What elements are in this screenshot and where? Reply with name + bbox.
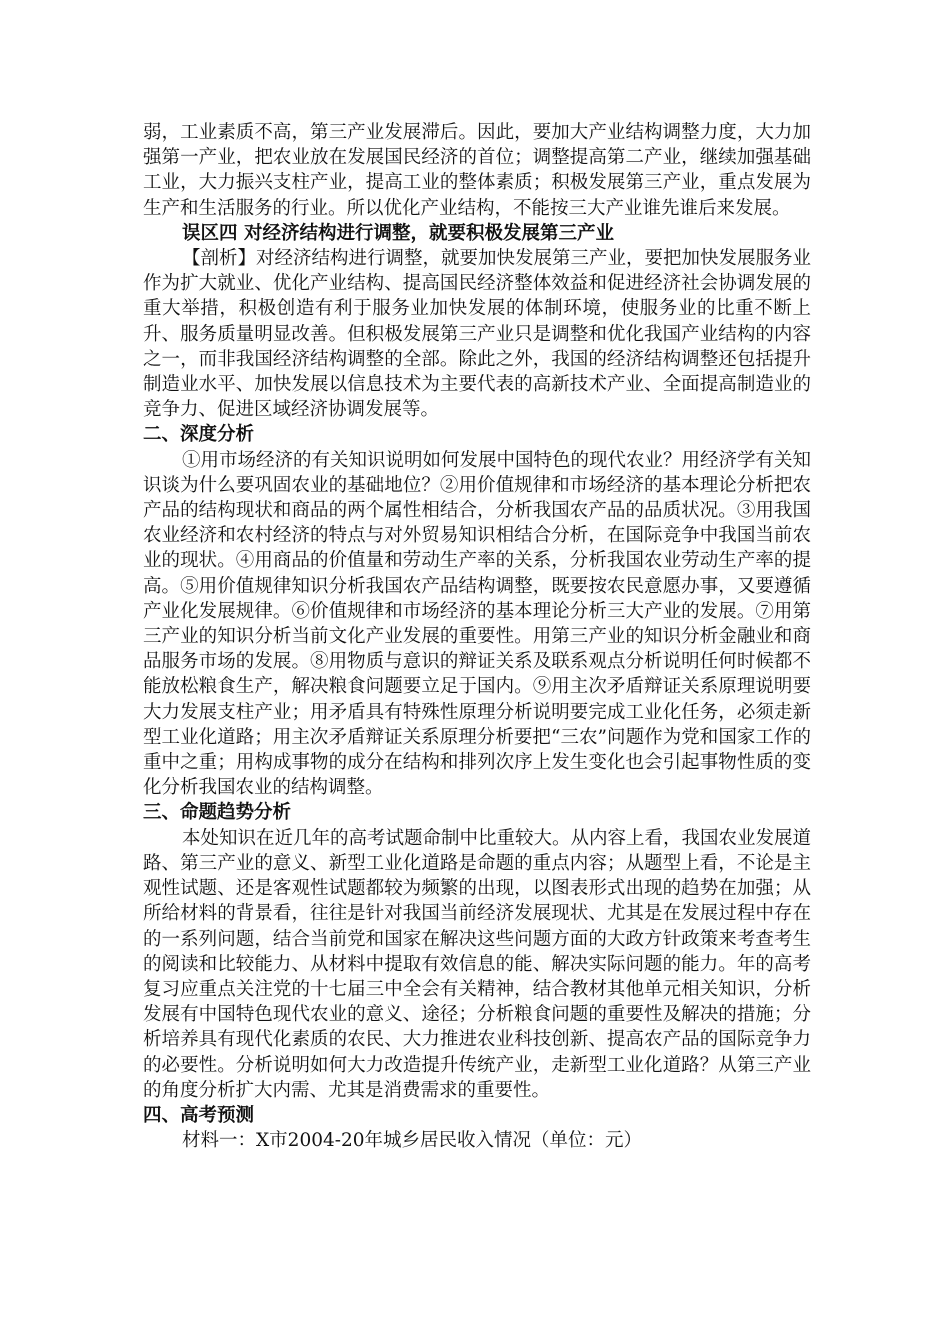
document-page <box>143 120 811 1153</box>
section-2-body: ①用市场经济的有关知识说明如何发展中国特色的现代农业？用经济学有关知识谈为什么要巩固农业的基础地位？②用价值规律和市场经济的基本理论分析把农产品的结构现状和商品的两个属性相结合，分析我国农产品的品质状况。③用我国农业经济和农村经济的特点与对外贸易知识相结合分析，在国际竞争中我国当前农业的现状。④用商品的价值量和劳动生产率的关系，分析我国农业劳动生产率的提高。⑤用价值规律知识分析我国农产品结构调整，既要按农民意愿办事，又要遵循产业化发展规律。⑥价值规律和市场经济的基本理论分析三大产业的发展。⑦用第三产业的知识分析当前文化产业发展的重要性。用第三产业的知识分析金融业和商品服务市场的发展。⑧用物质与意识的辩证关系及联系观点分析说明任何时候都不能放松粮食生产，解决粮食问题要立足于国内。⑨用主次矛盾辩证关系原理说明要大力发展支柱产业；用矛盾具有特殊性原理分析说明要完成工业化任务，必须走新型工业化道路；用主次矛盾辩证关系原理分析要把“三农”问题作为党和国家工作的重中之重；用构成事物的成分在结构和排列次序上发生变化也会引起事物性质的变化分析我国农业的结构调整。 <box>143 449 812 799</box>
intro-paragraph: 弱，工业素质不高，第三产业发展滞后。因此，要加大产业结构调整力度，大力加强第一产业，把农业放在发展国民经济的首位；调整提高第二产业，继续加强基础工业，大力振兴支柱产业，提高工业的整体素质；积极发展第三产业，重点发展为生产和生活服务的行业。所以优化产业结构，不能按三大产业谁先谁后来发展。 <box>143 122 811 219</box>
misconception-4-analysis: 【剖析】对经济结构进行调整，就要加快发展第三产业，要把加快发展服务业作为扩大就业、优化产业结构、提高国民经济整体效益和促进经济社会协调发展的重大举措，积极创造有利于服务业加快发展的体制环境，使服务业的比重不断上升、服务质量明显改善。但积极发展第三产业只是调整和优化我国产业结构的内容之一，而非我国经济结构调整的全部。除此之外，我国的经济结构调整还包括提升制造业水平、加快发展以信息技术为主要代表的高新技术产业、全面提高制造业的竞争力、促进区域经济协调发展等。 <box>143 248 812 421</box>
section-3-title: 三、命题趋势分析 <box>143 802 292 824</box>
section-4-title: 四、高考预测 <box>143 1104 255 1126</box>
material-1-caption: 材料一：X市2004-20年城乡居民收入情况（单位：元） <box>182 1130 643 1152</box>
section-3-body: 本处知识在近几年的高考试题命制中比重较大。从内容上看，我国农业发展道路、第三产业的意义、新型工业化道路是命题的重点内容；从题型上看，不论是主观性试题、还是客观性试题都较为频繁的出现，以图表形式出现的趋势在加强；从所给材料的背景看，往往是针对我国当前经济发展现状、尤其是在发展过程中存在的一系列问题，结合当前党和国家在解决这些问题方面的大政方针政策来考查考生的阅读和比较能力、从材料中提取有效信息的能、解决实际问题的能力。年的高考复习应重点关注党的十七届三中全会有关精神，结合教材其他单元相关知识，分析发展有中国特色现代农业的意义、途径；分析粮食问题的重要性及解决的措施；分析培养具有现代化素质的农民、大力推进农业科技创新、提高农产品的国际竞争力的必要性。分析说明如何大力改造提升传统产业，走新型工业化道路？从第三产业的角度分析扩大内需、尤其是消费需求的重要性。 <box>143 827 812 1101</box>
misconception-4-title: 误区四 对经济结构进行调整，就要积极发展第三产业 <box>182 222 614 244</box>
section-2-title: 二、深度分析 <box>143 424 255 446</box>
